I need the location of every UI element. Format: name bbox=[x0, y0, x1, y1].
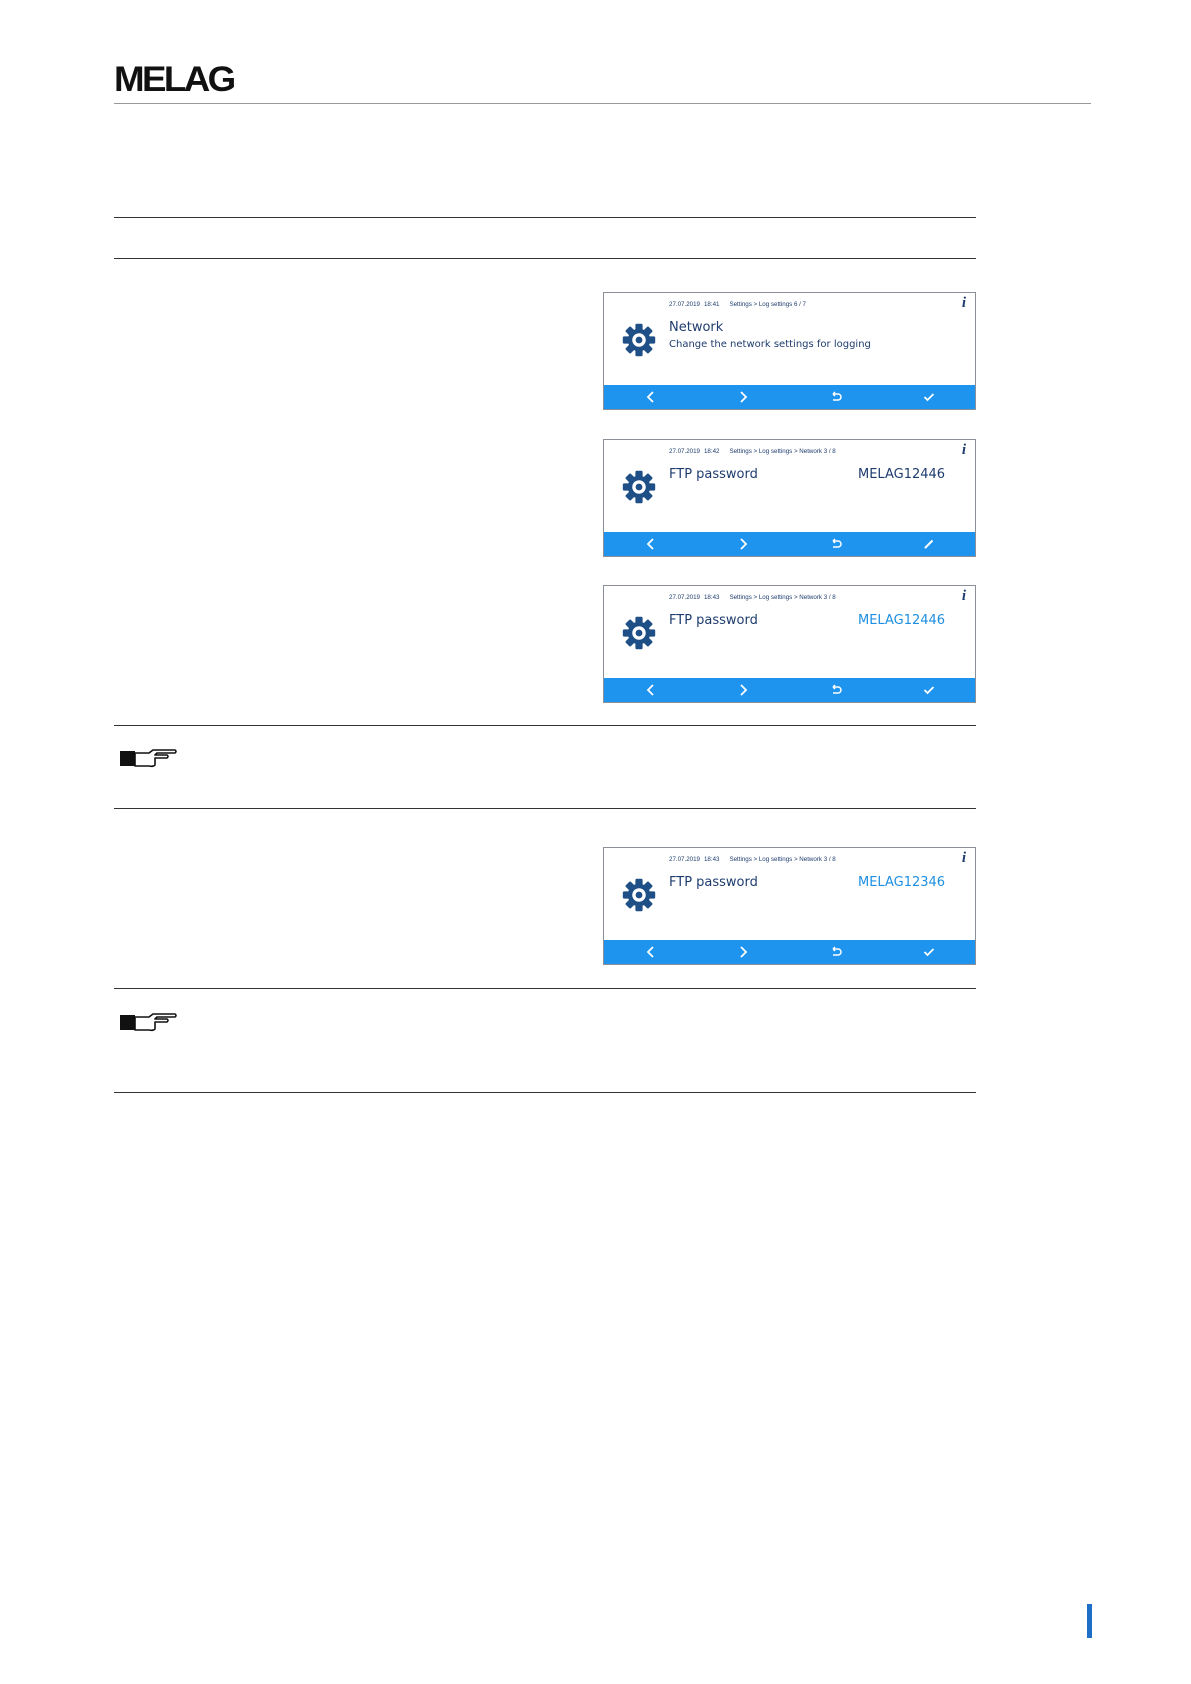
info-icon[interactable]: i bbox=[961, 442, 966, 458]
date-text: 27.07.2019 bbox=[669, 448, 700, 455]
status-line bbox=[669, 594, 836, 601]
back-button[interactable] bbox=[790, 532, 882, 556]
time-text: 18:42 bbox=[703, 448, 720, 455]
device-screen-ftp-password bbox=[603, 439, 976, 557]
section-rule bbox=[114, 217, 976, 218]
note-rule bbox=[114, 725, 976, 726]
info-icon[interactable]: i bbox=[961, 295, 966, 311]
status-line bbox=[669, 448, 836, 455]
confirm-button[interactable] bbox=[883, 678, 975, 702]
pencil-icon bbox=[923, 538, 935, 550]
edit-button[interactable] bbox=[883, 532, 975, 556]
screen-title: FTP password bbox=[669, 613, 758, 628]
device-screen-ftp-password-edit bbox=[603, 585, 976, 703]
status-line bbox=[669, 301, 806, 308]
prev-button[interactable] bbox=[605, 678, 697, 702]
prev-button[interactable] bbox=[605, 940, 697, 964]
melag-logo: MELAG bbox=[114, 60, 234, 99]
prev-button[interactable] bbox=[605, 385, 697, 409]
back-button[interactable] bbox=[790, 678, 882, 702]
chevron-left-icon bbox=[645, 684, 657, 696]
confirm-button[interactable] bbox=[883, 940, 975, 964]
pointing-hand-icon bbox=[119, 1009, 179, 1035]
back-button[interactable] bbox=[790, 940, 882, 964]
info-icon[interactable]: i bbox=[961, 588, 966, 604]
checkmark-icon bbox=[923, 391, 935, 403]
checkmark-icon bbox=[923, 684, 935, 696]
button-bar bbox=[604, 532, 975, 556]
breadcrumb: Settings > Log settings > Network 3 / 8 bbox=[729, 856, 836, 863]
note-rule bbox=[114, 988, 976, 989]
checkmark-icon bbox=[923, 946, 935, 958]
chevron-right-icon bbox=[737, 538, 749, 550]
page-marker bbox=[1087, 1604, 1092, 1638]
note-rule bbox=[114, 1092, 976, 1093]
device-screen-network bbox=[603, 292, 976, 410]
status-line bbox=[669, 856, 836, 863]
gear-icon bbox=[621, 877, 657, 913]
back-icon bbox=[830, 391, 842, 403]
chevron-left-icon bbox=[645, 538, 657, 550]
button-bar bbox=[604, 678, 975, 702]
date-text: 27.07.2019 bbox=[669, 856, 700, 863]
time-text: 18:41 bbox=[703, 301, 720, 308]
date-text: 27.07.2019 bbox=[669, 301, 700, 308]
info-icon[interactable]: i bbox=[961, 850, 966, 866]
back-icon bbox=[830, 538, 842, 550]
pointing-hand-icon bbox=[119, 745, 179, 771]
device-screen-ftp-password-changed bbox=[603, 847, 976, 965]
next-button[interactable] bbox=[697, 678, 789, 702]
screen-title: FTP password bbox=[669, 467, 758, 482]
breadcrumb: Settings > Log settings > Network 3 / 8 bbox=[729, 448, 836, 455]
password-value: MELAG12446 bbox=[858, 467, 946, 482]
screen-title: Network bbox=[669, 320, 724, 335]
time-text: 18:43 bbox=[703, 856, 720, 863]
breadcrumb: Settings > Log settings 6 / 7 bbox=[729, 301, 806, 308]
screen-subtitle: Change the network settings for logging bbox=[669, 339, 871, 350]
confirm-button[interactable] bbox=[883, 385, 975, 409]
chevron-right-icon bbox=[737, 946, 749, 958]
back-button[interactable] bbox=[790, 385, 882, 409]
gear-icon bbox=[621, 322, 657, 358]
screen-title: FTP password bbox=[669, 875, 758, 890]
password-value[interactable]: MELAG12346 bbox=[858, 875, 946, 890]
chevron-right-icon bbox=[737, 391, 749, 403]
time-text: 18:43 bbox=[703, 594, 720, 601]
date-text: 27.07.2019 bbox=[669, 594, 700, 601]
chevron-left-icon bbox=[645, 391, 657, 403]
prev-button[interactable] bbox=[605, 532, 697, 556]
next-button[interactable] bbox=[697, 532, 789, 556]
section-rule bbox=[114, 258, 976, 259]
button-bar bbox=[604, 940, 975, 964]
button-bar bbox=[604, 385, 975, 409]
chevron-left-icon bbox=[645, 946, 657, 958]
gear-icon bbox=[621, 615, 657, 651]
chevron-right-icon bbox=[737, 684, 749, 696]
back-icon bbox=[830, 684, 842, 696]
gear-icon bbox=[621, 469, 657, 505]
back-icon bbox=[830, 946, 842, 958]
next-button[interactable] bbox=[697, 385, 789, 409]
note-rule bbox=[114, 808, 976, 809]
password-value[interactable]: MELAG12446 bbox=[858, 613, 946, 628]
next-button[interactable] bbox=[697, 940, 789, 964]
breadcrumb: Settings > Log settings > Network 3 / 8 bbox=[729, 594, 836, 601]
header-rule bbox=[114, 103, 1091, 104]
